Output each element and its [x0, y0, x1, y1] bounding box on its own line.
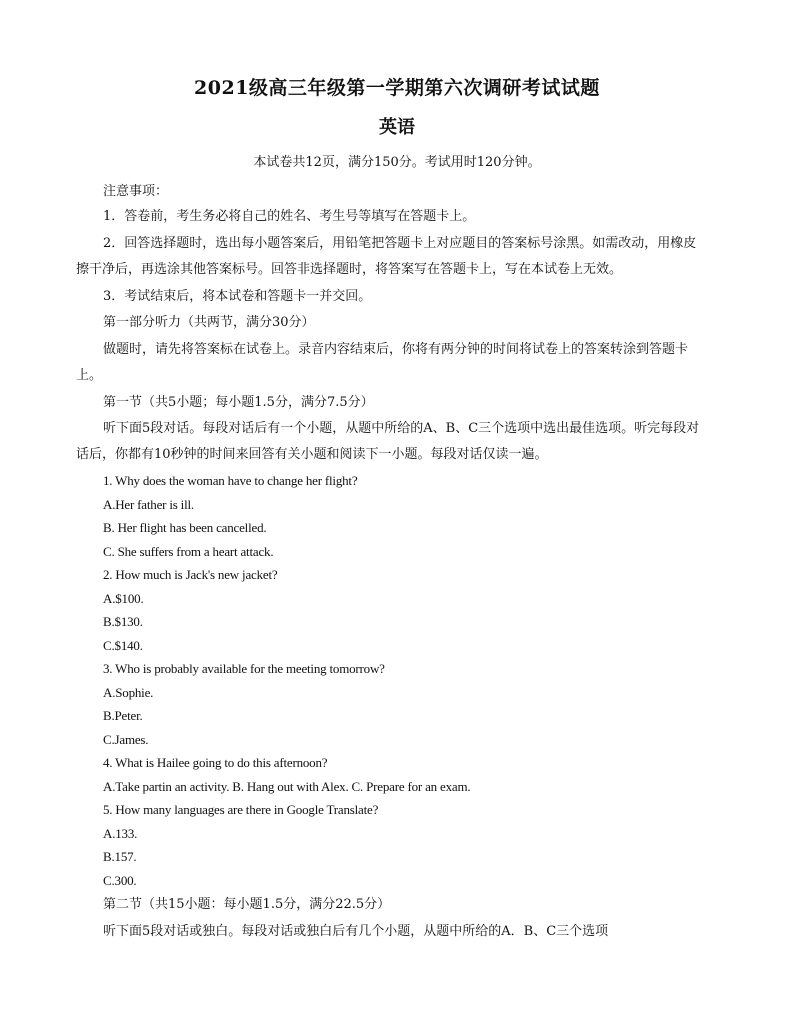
part1-instructions-line-1: 做题时，请先将答案标在试卷上。录音内容结束后，你将有两分钟的时间将试卷上的答案转涂到答题卡 [103, 342, 689, 357]
section1-instructions-line-2: 话后，你都有10秒钟的时间来回答有关小题和阅读下一小题。每段对话仅读一遍。 [76, 447, 548, 462]
section1-heading: 第一节（共5小题；每小题1.5分，满分7.5分） [103, 395, 374, 410]
question-5-option-b: B.157. [103, 849, 137, 864]
question-2-option-b: B.$130. [103, 614, 143, 629]
section1-instructions-line-1: 听下面5段对话。每段对话后有一个小题，从题中所给的A、B、C三个选项中选出最佳选项。听完每段对 [103, 421, 700, 436]
note-3: 3．考试结束后，将本试卷和答题卡一并交回。 [103, 289, 372, 304]
question-2-option-c: C.$140. [103, 638, 143, 653]
question-5: 5. How many languages are there in Google Translate? [103, 802, 379, 817]
question-4-options: A.Take partin an activity. B. Hang out with Alex. C. Prepare for an exam. [103, 779, 471, 794]
question-3-option-b: B.Peter. [103, 708, 143, 723]
question-1-option-b: B. Her flight has been cancelled. [103, 520, 267, 535]
question-5-option-a: A.133. [103, 826, 138, 841]
question-1-option-a: A.Her father is ill. [103, 497, 194, 512]
part1-instructions-line-2: 上。 [76, 368, 103, 383]
exam-info: 本试卷共12页，满分150分。考试用时120分钟。 [253, 155, 541, 170]
question-2: 2. How much is Jack's new jacket? [103, 567, 278, 582]
note-1: 1．答卷前，考生务必将自己的姓名、考生号等填写在答题卡上。 [103, 209, 476, 224]
question-3-option-c: C.James. [103, 732, 149, 747]
question-5-option-c: C.300. [103, 873, 137, 888]
question-3: 3. Who is probably available for the meeting tomorrow? [103, 661, 385, 676]
question-3-option-a: A.Sophie. [103, 685, 154, 700]
question-2-option-a: A.$100. [103, 591, 144, 606]
question-1-option-c: C. She suffers from a heart attack. [103, 544, 274, 559]
page-title: 2021级高三年级第一学期第六次调研考试试题 [194, 77, 600, 99]
note-2-line-2: 擦干净后，再选涂其他答案标号。回答非选择题时，将答案写在答题卡上，写在本试卷上无效。 [76, 262, 623, 277]
question-1: 1. Why does the woman have to change her flight? [103, 473, 358, 488]
section2-heading: 第二节（共15小题：每小题1.5分，满分22.5分） [103, 897, 391, 912]
part1-heading: 第一部分听力（共两节，满分30分） [103, 315, 315, 330]
subject-title: 英语 [379, 117, 415, 138]
question-4: 4. What is Hailee going to do this afternoon? [103, 755, 328, 770]
note-2-line-1: 2．回答选择题时，选出每小题答案后，用铅笔把答题卡上对应题目的答案标号涂黑。如需改动，用橡皮 [103, 236, 697, 251]
section2-instructions-line-1: 听下面5段对话或独白。每段对话或独白后有几个小题，从题中所给的A．B、C三个选项 [103, 924, 609, 939]
notes-heading: 注意事项： [103, 184, 169, 199]
